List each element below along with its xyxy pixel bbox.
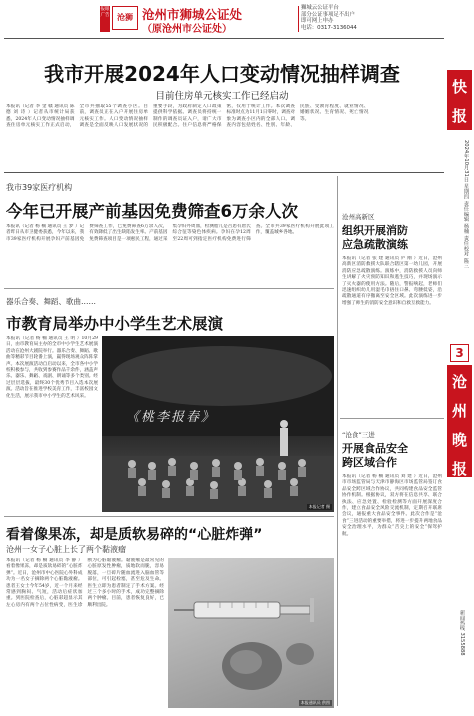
paper-name-char: 沧: [451, 373, 467, 391]
arts-kicker: 器乐合奏、舞蹈、歌曲……: [6, 297, 96, 306]
lead-subtitle: 目前住房单元核实工作已经启动: [155, 91, 289, 102]
page-number: 3: [450, 344, 469, 362]
screening-kicker: 我市39家医疗机构: [6, 183, 73, 192]
paper-name-char: 报: [451, 460, 467, 478]
syringe-plunger: [280, 606, 310, 614]
banner-line: 部分公证事项足不出户: [301, 11, 355, 18]
heart-subtitle: 沧州一女子心脏上长了两个黏液瘤: [6, 545, 126, 554]
heart-title: 看着像果冻，却是质软易碎的“心脏炸弹”: [6, 527, 263, 543]
screening-title: 今年已开展产前基因免费筛查6万余人次: [6, 202, 298, 221]
drill-title-line: 应急疏散演练: [342, 238, 408, 251]
drill-bottom-rule: [340, 418, 444, 419]
safety-kicker: “沧食”三进: [342, 431, 375, 439]
top-banner: [100, 4, 362, 34]
syringe-and-tumor-illustration: [168, 558, 334, 708]
date-line: 责任校对 陈三: [463, 235, 469, 269]
right-col-divider: [337, 176, 338, 706]
heart-photo: [168, 558, 334, 708]
news-hotline: 新闻热线 3155888: [459, 610, 465, 656]
lead-title: 我市开展2024年人口变动情况抽样调查: [44, 62, 400, 86]
lead-body: 本报讯（记者 李 金 赣 通讯员 陈 德 刘 诗 ）记者从市统计局获悉，2024年人口变动情况抽样调查住房单元核实工作正式启动，全市共抽取55个调查小区。目前，调查员正在入户开展住房单元核实工作。人口变动情况抽样调查是全面反映人口发展状况的重要手段，为政府制定人口政策提供科学依据。调查员将持统一制作的调查员证入户，请广大市民积极配合。住户信息将严格保密，仅用于统计工作。本次调查标准时点为11月1日零时，调查对象为调查小区内的全部人口。调查内容包括姓名、性别、年龄、民族、受教育程度、就业情况、婚姻状况、生育情况、死亡情况等。: [6, 104, 369, 129]
banner-line: 即可网上申办: [301, 18, 334, 25]
stage-light: [112, 346, 332, 406]
tumor-mass-small: [286, 643, 314, 665]
arts-photo-caption: 本报记者 摄: [308, 504, 330, 509]
drill-title-line: 组织开展消防: [342, 224, 408, 237]
paper-name-char: 州: [451, 402, 467, 420]
tumor-mass-texture: [230, 650, 262, 674]
conductor-figure: [280, 428, 288, 456]
banner-phone: 电话：0317-3136044: [301, 24, 357, 31]
notary-seal-icon: 沧狮: [112, 6, 138, 30]
screening-body: 本报讯（记者 杨 楠 通讯员 王 梦 ）记者昨日从市卫健委获悉，今年以来，我市39家医疗机构开展孕妇产前基因免费筛查工作，已免费筛查6万余人次，有效降低了出生缺陷发生率。产前基因免费筛查项目是一项惠民工程，通过采集孕妇外周血，检测胎儿是否患有唐氏综合征等染色体疾病。孕妇在孕12周至22周可到指定医疗机构免费进行筛查。全市共39家医疗机构开展此项工作，覆盖城乡各地。: [6, 224, 334, 242]
kuaibao-char: 报: [451, 107, 467, 125]
arts-bottom-rule: [4, 516, 334, 517]
top-rule: [4, 38, 444, 39]
date-line: 星期四: [463, 183, 469, 200]
drill-title: [342, 224, 408, 252]
drill-kicker: 沧州高新区: [342, 213, 375, 221]
drill-body: 本报讯（记者 张 建 通讯员 庐 刚 ）近日，沧州高新区消防救援大队联合辖区第一幼儿园，开展消防应急疏散演练。演练中，消防救援人员向师生讲解了火灾预防知识和逃生技巧，并现场演示了灭火器的使用方法。随后，警报响起，老师们迅速组织幼儿用湿毛巾捂住口鼻、弯腰低姿，沿疏散通道有序撤离至安全区域。此次演练进一步增强了师生的消防安全意识和自救互救能力。: [342, 256, 442, 306]
kuaibao-tab: [447, 70, 472, 130]
safety-body: 本报讯（记者 杨 楠 通讯员 刘 建 ）近日，沧州市市场监管局与天津市静海区市场监管局签订食品安全跨区域合作协议，共同构建食品安全监管协作机制。根据协议，双方将在信息共享、联合执法、应急处置、检验检测等方面开展深度合作，建立食品安全风险交流机制，定期召开联席会议，通报重大食品安全事件。此次合作是“沧食”三进活动的重要举措，将进一步提升两地食品安全治理水平，为群众“舌尖上的安全”保驾护航。: [342, 474, 442, 537]
syringe-barrel: [194, 602, 280, 618]
heart-body: 本报讯（记者 杨 楠 通讯员 李 静 ）看着像果冻，却是质软易碎的“心脏炸弹”。近日，沧州市中心医院心外科成功为一名女子摘除两个心脏黏液瘤。患者王女士今年54岁，近一个月来经常感到胸闷、气短，活动后症状加重。到医院检查后，心脏彩超显示其左心房内有两个占位性病变，医生诊断为心脏黏液瘤。黏液瘤是最常见的心脏原发性肿瘤，质地软而脆，容易脱落，一旦碎片随血流进入脑血管等部位，可引起栓塞，甚至危及生命。医生立即为患者制定了手术方案。经过三个多小时的手术，成功完整摘除两个肿瘤。目前，患者恢复良好，已顺利出院。: [6, 558, 164, 608]
arts-title: 市教育局举办中小学生艺术展演: [6, 315, 224, 333]
arts-concert-photo: [102, 336, 334, 512]
banner-divider: [298, 6, 299, 32]
stage-banner-text: 《桃李报春》: [126, 410, 217, 425]
arts-body: 本报讯（记者 杨 楠 通讯员 王 明 ）10月29日，由市教育局主办的全市中小学生艺术展演活动在沧州大剧院举行。器乐合奏、舞蹈、歌曲等精彩节目轮番上演，赢得现场观众阵阵掌声。本次展演活动自启动以来，全市各中小学校积极参与，共收到参赛作品千余件，涵盖声乐、器乐、舞蹈、戏剧、朗诵等多个类别。经过层层选拔，最终30个优秀节目入选本次展演。活动旨在推进学校美育工作，丰富校园文化生活，展示我市中小学生的艺术风采。: [6, 336, 98, 399]
lead-bottom-rule: [4, 172, 444, 173]
date-line: 责任编辑 杨楠: [463, 200, 469, 234]
heart-photo-caption: 本报通讯员 供图: [300, 700, 330, 705]
safety-title-line: 跨区域合作: [342, 456, 397, 469]
banner-right-lines: [301, 5, 365, 31]
banner-line: 狮城云公证平台: [301, 5, 339, 11]
date-column: [451, 140, 469, 310]
paper-name-tab: [447, 365, 472, 477]
kuaibao-char: 快: [451, 78, 467, 96]
ad-tag: 报眼广告: [100, 6, 110, 32]
paper-name-char: 晚: [451, 431, 467, 449]
screening-bottom-rule: [4, 288, 334, 289]
notary-office-alt-name: （原沧州市公证处）: [142, 24, 232, 35]
safety-title-line: 开展食品安全: [342, 442, 408, 455]
notary-office-name: 沧州市狮城公证处: [142, 7, 243, 22]
date-line: 2024年10月31日: [463, 140, 469, 183]
conductor-head: [280, 420, 288, 428]
syringe-handle: [310, 598, 314, 622]
safety-title: [342, 442, 408, 470]
